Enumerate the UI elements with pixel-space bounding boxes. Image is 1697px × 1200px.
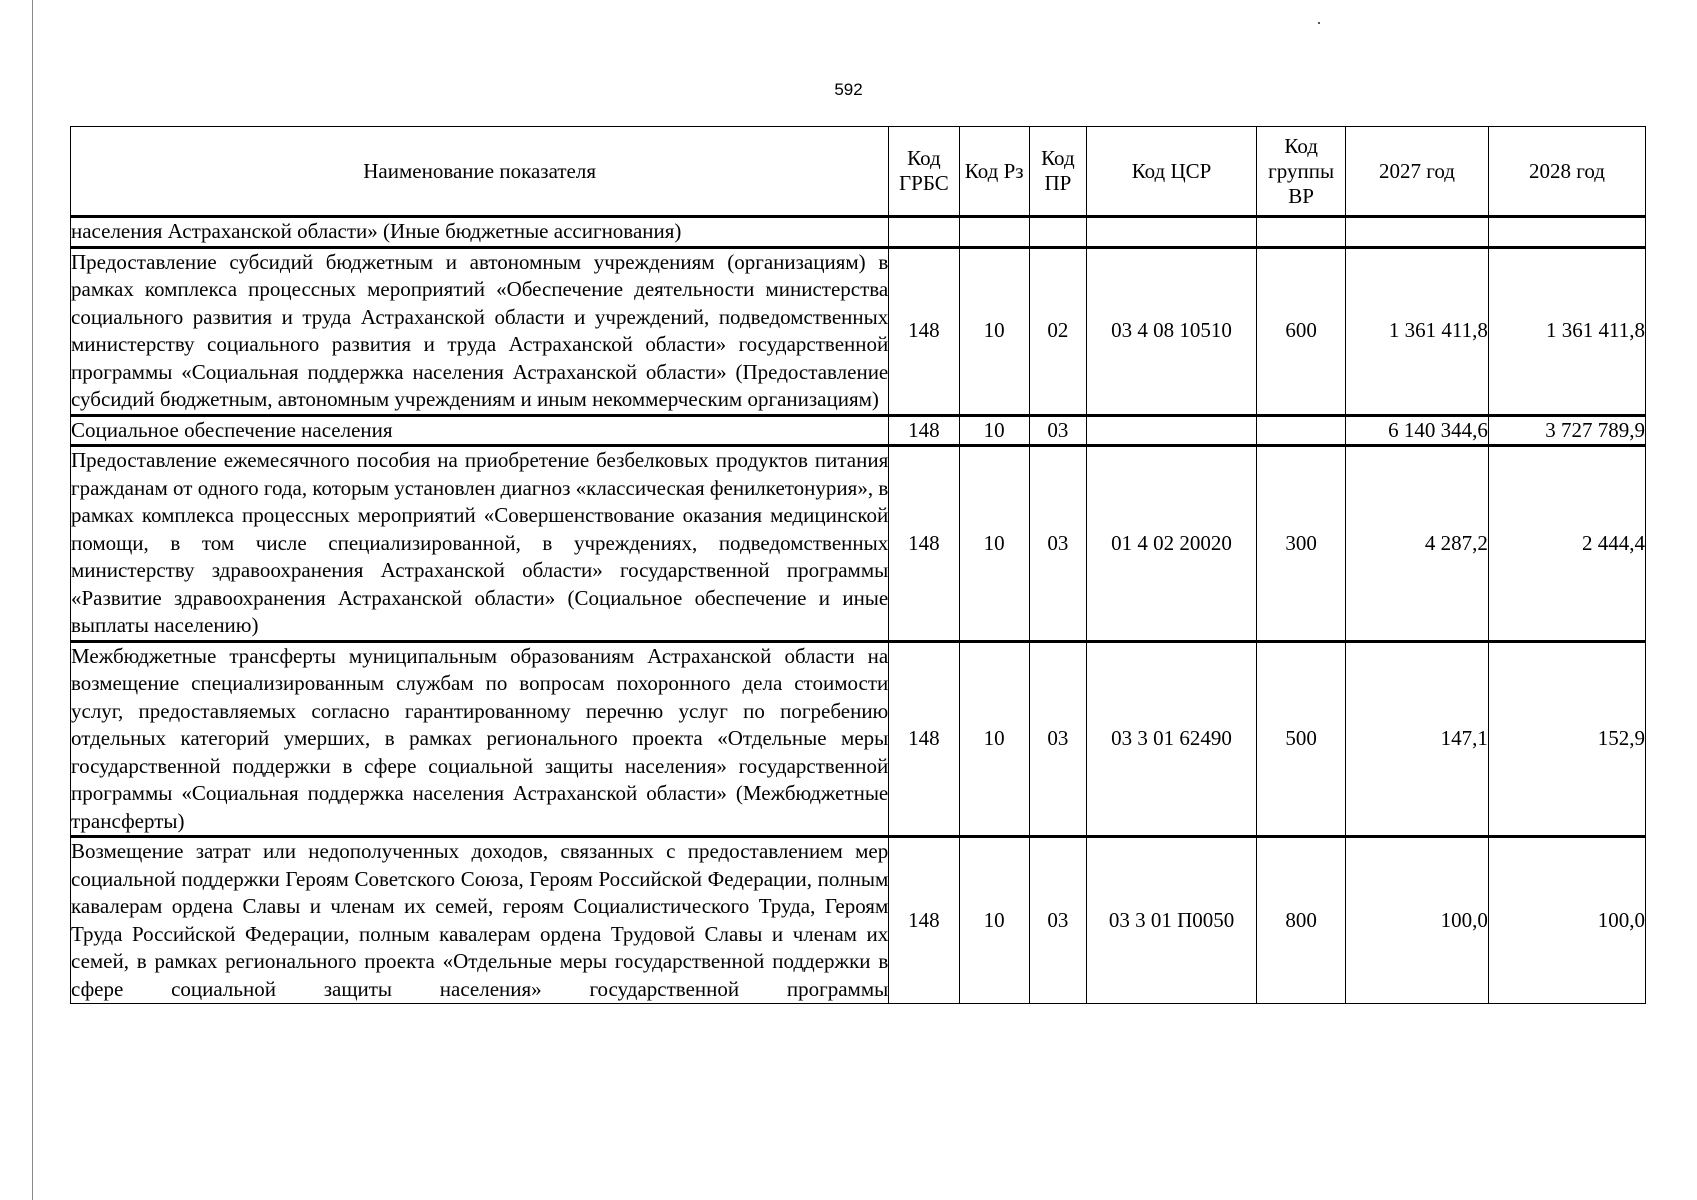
page-number: 592: [834, 80, 863, 99]
row-2028: 3 727 789,9: [1488, 415, 1645, 446]
header-grbs: Код ГРБС: [889, 127, 959, 217]
table-row: [71, 641, 1646, 837]
row-grbs: [889, 217, 959, 248]
row-vr: 500: [1257, 641, 1346, 837]
row-pr: [1029, 217, 1086, 248]
row-2027: 100,0: [1346, 837, 1489, 1004]
table-row: [71, 446, 1646, 642]
row-name: Межбюджетные трансферты муниципальным образованиям Астраханской области на возмещение специализированным службам по вопросам похоронного дела стоимости услуг, предоставляемых согласно гарантированному перечню услуг по погребению отдельных категорий умерших, в рамках регионального проекта «Отдельные меры государственной поддержки в сфере социальной защиты населения» государственной программы «Социальная поддержка населения Астраханской области» (Межбюджетные трансферты): [71, 641, 889, 837]
row-rz: 10: [959, 415, 1029, 446]
row-name: Социальное обеспечение населения: [71, 415, 889, 446]
row-pr: 02: [1029, 247, 1086, 415]
row-grbs: 148: [889, 415, 959, 446]
row-name: Возмещение затрат или недополученных доходов, связанных с предоставлением мер социальной поддержки Героям Советского Союза, Героям Российской Федерации, полным кавалерам ордена Славы и членам их семей, героям Социалистического Труда, Героям Труда Российской Федерации, полным кавалерам ордена Трудовой Славы и членам их семей, в рамках регионального проекта «Отдельные меры государственной поддержки в сфере социальной защиты населения» государственной программы: [71, 837, 889, 1004]
header-pr: Код ПР: [1029, 127, 1086, 217]
row-2028: 1 361 411,8: [1488, 247, 1645, 415]
header-csr: Код ЦСР: [1086, 127, 1256, 217]
header-vr: Код группы ВР: [1257, 127, 1346, 217]
row-2028: 2 444,4: [1488, 446, 1645, 642]
row-2027: 1 361 411,8: [1346, 247, 1489, 415]
row-csr: 03 4 08 10510: [1086, 247, 1256, 415]
row-pr: 03: [1029, 837, 1086, 1004]
header-2027: 2027 год: [1346, 127, 1489, 217]
row-2027: 6 140 344,6: [1346, 415, 1489, 446]
row-grbs: 148: [889, 837, 959, 1004]
row-grbs: 148: [889, 641, 959, 837]
row-rz: 10: [959, 641, 1029, 837]
table-row: [71, 837, 1646, 1004]
row-csr: [1086, 415, 1256, 446]
row-pr: 03: [1029, 641, 1086, 837]
row-vr: [1257, 217, 1346, 248]
table-row: [71, 217, 1646, 248]
row-2028: 100,0: [1488, 837, 1645, 1004]
row-csr: [1086, 217, 1256, 248]
row-2027: [1346, 217, 1489, 248]
row-pr: 03: [1029, 446, 1086, 642]
header-2028: 2028 год: [1488, 127, 1645, 217]
row-csr: 01 4 02 20020: [1086, 446, 1256, 642]
row-vr: 600: [1257, 247, 1346, 415]
row-vr: 300: [1257, 446, 1346, 642]
row-grbs: 148: [889, 446, 959, 642]
header-rz: Код Рз: [959, 127, 1029, 217]
row-rz: 10: [959, 837, 1029, 1004]
row-vr: 800: [1257, 837, 1346, 1004]
row-name: Предоставление ежемесячного пособия на приобретение безбелковых продуктов питания гражданам от одного года, которым установлен диагноз «классическая фенилкетонурия», в рамках комплекса процессных мероприятий «Совершенствование оказания медицинской помощи, в том числе специализированной, в учреждениях, подведомственных министерству здравоохранения Астраханской области» государственной программы «Развитие здравоохранения Астраханской области» (Социальное обеспечение и иные выплаты населению): [71, 446, 889, 642]
row-2028: [1488, 217, 1645, 248]
header-name: Наименование показателя: [71, 127, 889, 217]
row-2027: 4 287,2: [1346, 446, 1489, 642]
table-row: [71, 415, 1646, 446]
row-csr: 03 3 01 П0050: [1086, 837, 1256, 1004]
table-row: [71, 247, 1646, 415]
row-2027: 147,1: [1346, 641, 1489, 837]
row-2028: 152,9: [1488, 641, 1645, 837]
row-rz: 10: [959, 247, 1029, 415]
binding-margin-line: [32, 0, 33, 1200]
row-name: населения Астраханской области» (Иные бюджетные ассигнования): [71, 217, 889, 248]
budget-table: [70, 126, 1646, 1004]
table-header-row: [71, 127, 1646, 217]
row-rz: [959, 217, 1029, 248]
row-pr: 03: [1029, 415, 1086, 446]
scan-speck: [1318, 22, 1320, 24]
row-rz: 10: [959, 446, 1029, 642]
row-name: Предоставление субсидий бюджетным и автономным учреждениям (организациям) в рамках комплекса процессных мероприятий «Обеспечение деятельности министерства социального развития и труда Астраханской области и учреждений, подведомственных министерству социального развития и труда Астраханской области» государственной программы «Социальная поддержка населения Астраханской области» (Предоставление субсидий бюджетным, автономным учреждениям и иным некоммерческим организациям): [71, 247, 889, 415]
row-csr: 03 3 01 62490: [1086, 641, 1256, 837]
row-grbs: 148: [889, 247, 959, 415]
row-vr: [1257, 415, 1346, 446]
